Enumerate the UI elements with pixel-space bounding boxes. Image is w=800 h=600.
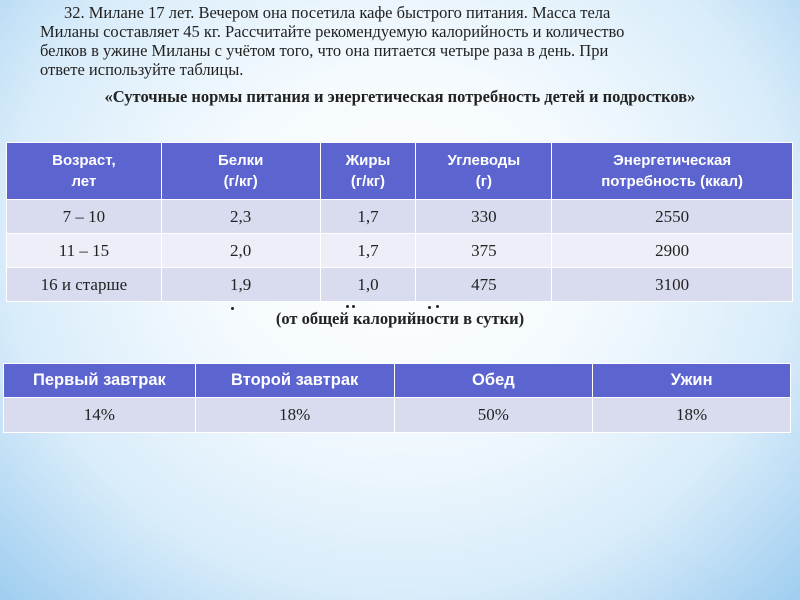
cell-carbs: 375 [416,234,552,268]
header-breakfast-2: Второй завтрак [195,364,394,398]
problem-text [40,3,780,79]
cell-dinner: 18% [593,398,791,433]
cell-energy: 3100 [552,268,793,302]
norms-table [6,142,793,302]
table-row [7,200,793,234]
cell-energy: 2900 [552,234,793,268]
cell-fats: 1,7 [320,200,416,234]
cell-carbs: 475 [416,268,552,302]
header-proteins: Белки (г/кг) [161,143,320,200]
header-breakfast-1: Первый завтрак [4,364,196,398]
cell-proteins: 2,3 [161,200,320,234]
stray-dot [436,305,439,308]
norms-header-row [7,143,793,200]
meals-table [3,363,791,433]
cell-carbs: 330 [416,200,552,234]
problem-line-2: Миланы составляет 45 кг. Рассчитайте рекомендуемую калорийность и количество [40,22,625,41]
cell-age: 7 – 10 [7,200,162,234]
norms-table-title: «Суточные нормы питания и энергетическая потребность детей и подростков» [104,87,696,106]
header-fats: Жиры (г/кг) [320,143,416,200]
table-row [7,234,793,268]
cell-age: 16 и старше [7,268,162,302]
cell-breakfast-2: 18% [195,398,394,433]
header-age: Возраст, лет [7,143,162,200]
problem-line-4: ответе используйте таблицы. [40,60,244,79]
cell-fats: 1,0 [320,268,416,302]
problem-line-3: белков в ужине Миланы с учётом того, что она питается четыре раза в день. При [40,41,609,60]
meals-table-title: (от общей калорийности в сутки) [275,309,525,328]
problem-line-1: 32. Милане 17 лет. Вечером она посетила кафе быстрого питания. Масса тела [64,3,611,22]
header-energy: Энергетическая потребность (ккал) [552,143,793,200]
stray-dot [352,305,355,308]
cell-breakfast-1: 14% [4,398,196,433]
cell-lunch: 50% [394,398,593,433]
cell-fats: 1,7 [320,234,416,268]
cell-proteins: 1,9 [161,268,320,302]
stray-dot [346,305,349,308]
table-row [7,268,793,302]
cell-age: 11 – 15 [7,234,162,268]
cell-proteins: 2,0 [161,234,320,268]
meals-header-row [4,364,791,398]
header-carbs: Углеводы (г) [416,143,552,200]
header-lunch: Обед [394,364,593,398]
table-row [4,398,791,433]
header-dinner: Ужин [593,364,791,398]
cell-energy: 2550 [552,200,793,234]
